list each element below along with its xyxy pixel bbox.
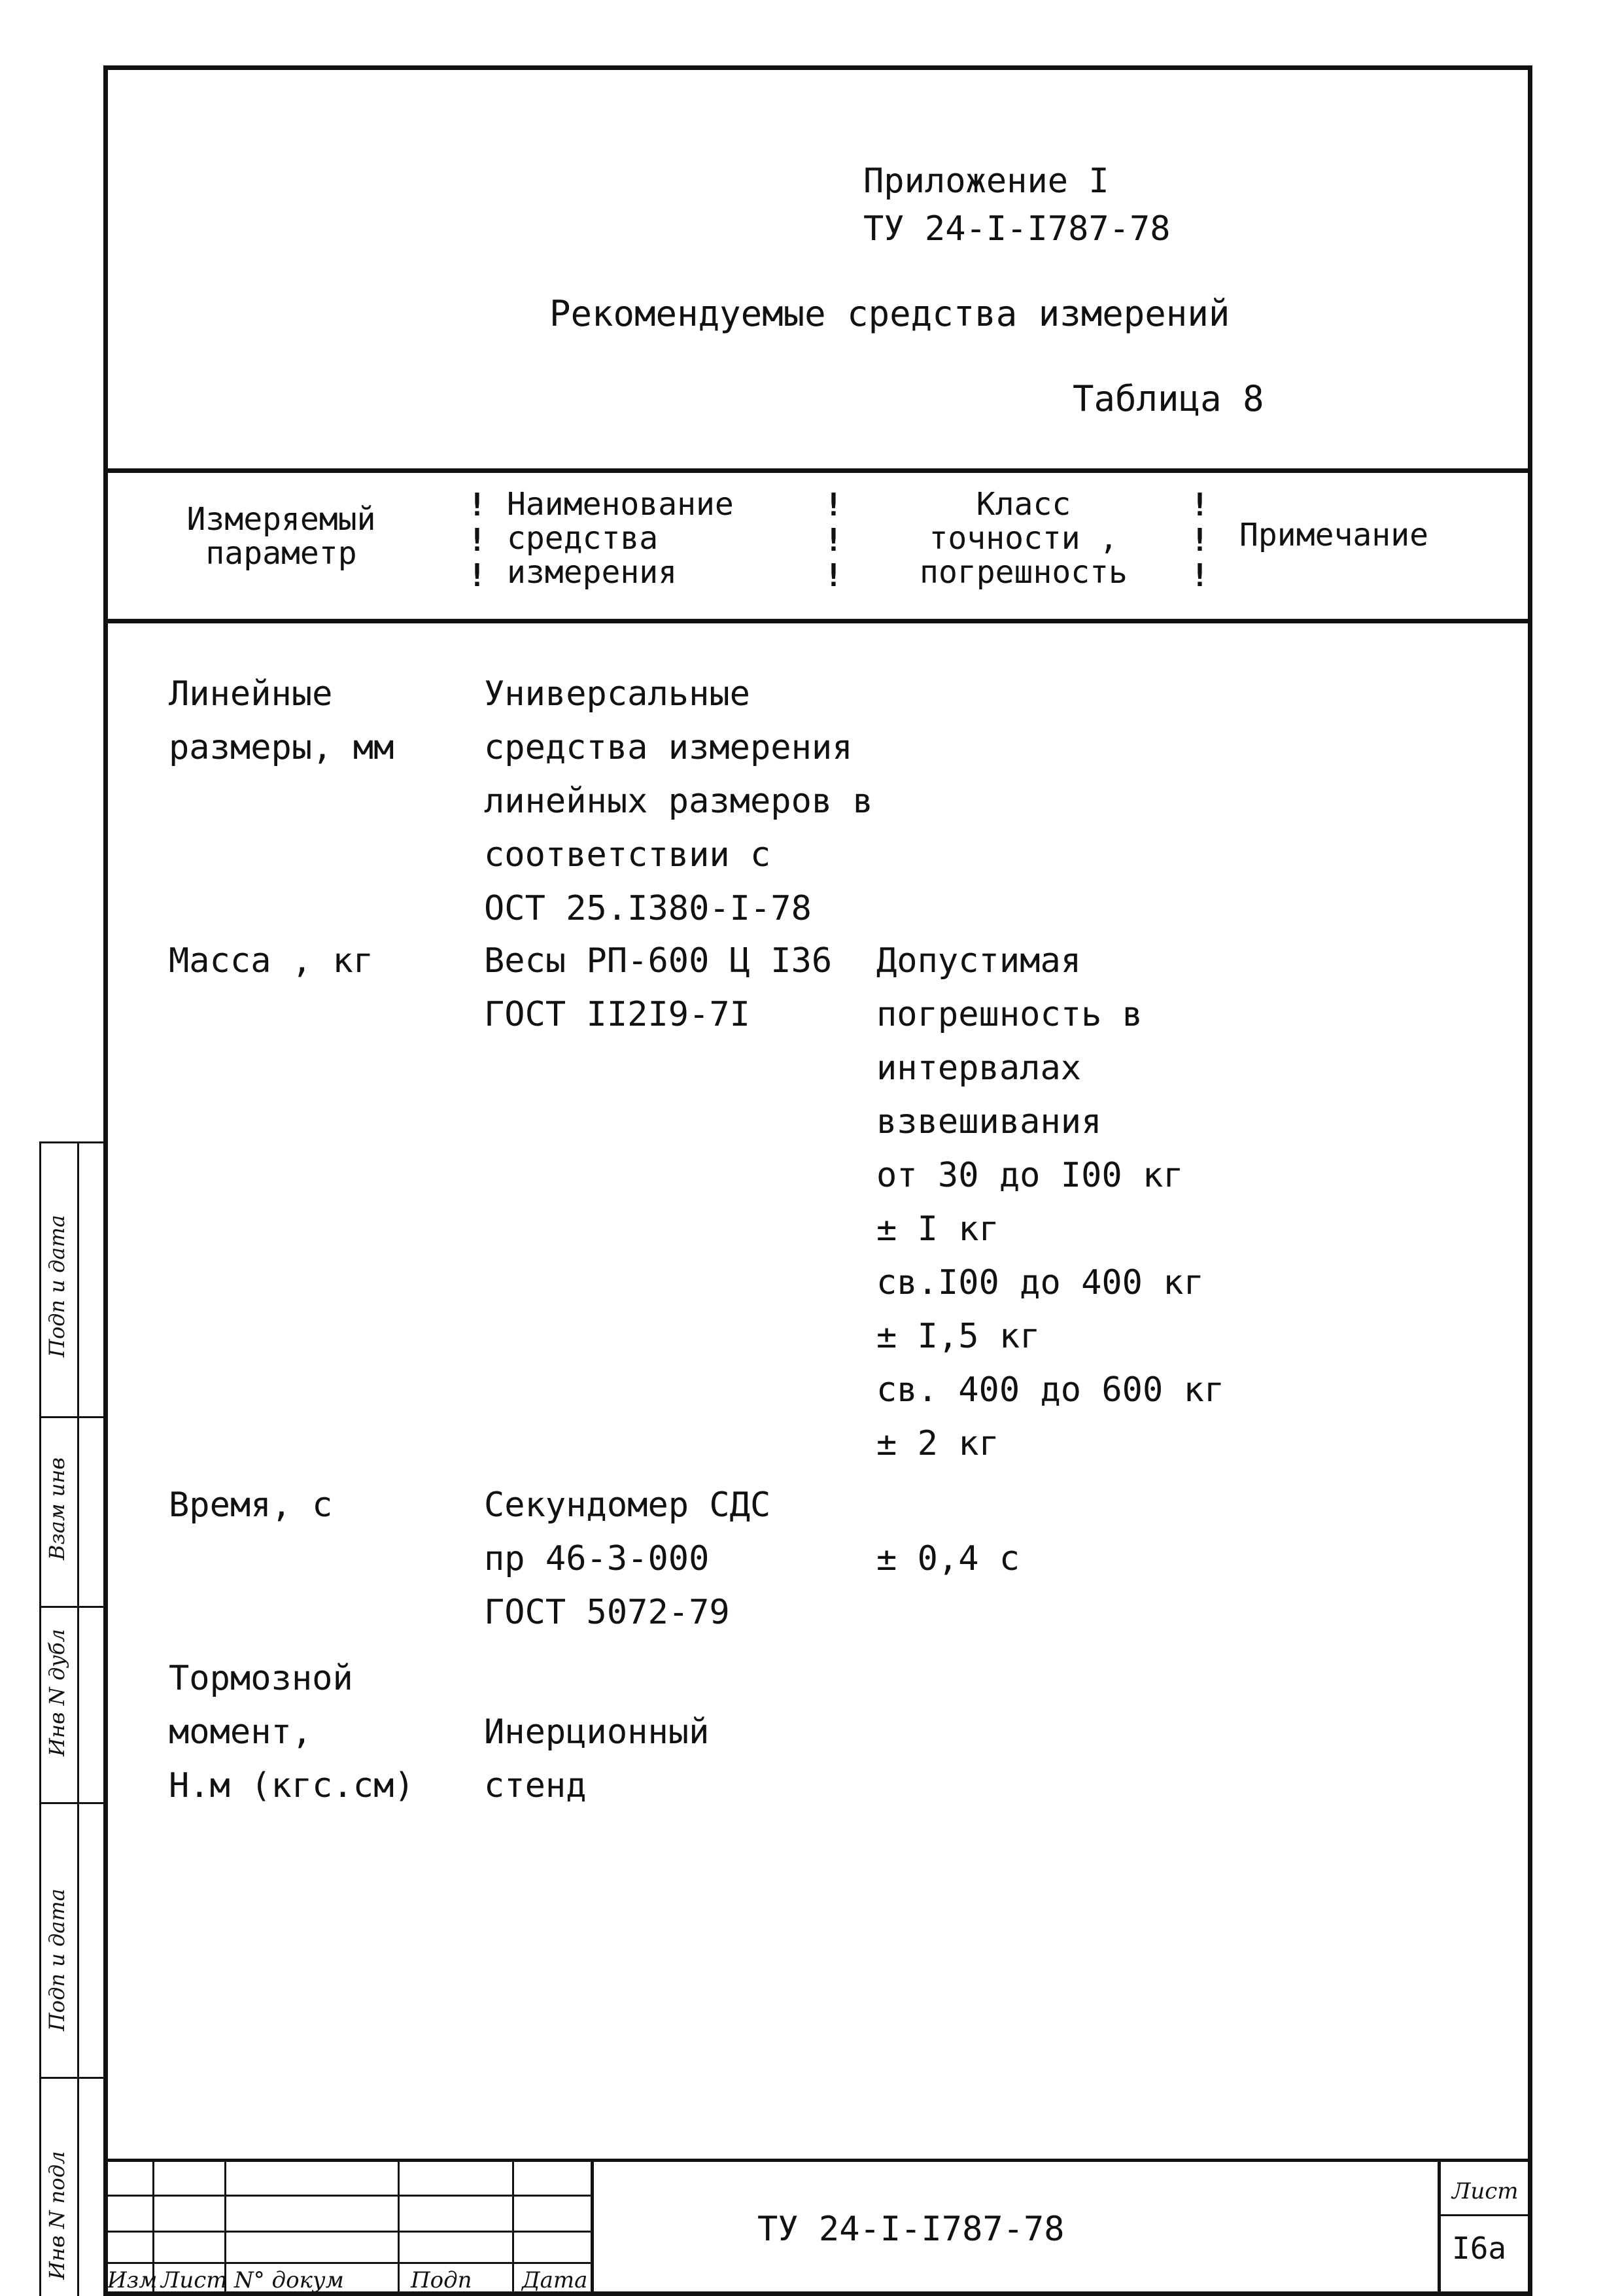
table-label: Таблица 8	[1073, 378, 1264, 419]
sheet-label: Лист	[1452, 2178, 1519, 2204]
stamp-field-label: Дата	[522, 2267, 588, 2293]
table-top-rule	[103, 468, 1532, 473]
row-3-accuracy: ± 0,4 с	[876, 1539, 1020, 1578]
side-stamp-label: Инв N дубл	[44, 1629, 69, 1756]
page-title: Рекомендуемые средства измерений	[549, 293, 1230, 334]
side-stamp	[39, 1141, 105, 2296]
page-frame	[103, 65, 1532, 2296]
row-2-accuracy: Допустимая погрешность в интервалах взвешивания от 30 до I00 кг ± I кг св.I00 до 400 кг ± I,5 кг св. 400 до 600 кг ± 2 кг	[876, 941, 1225, 1463]
row-1-instrument: Универсальные средства измерения линейных размеров в соответствии с ОСТ 25.I380-I-78	[484, 674, 873, 928]
row-4-instrument: Инерционный стенд	[484, 1713, 710, 1805]
header-doc-code: ТУ 24-I-I787-78	[863, 209, 1171, 249]
column-separator: ! ! !	[468, 487, 487, 594]
stamp-field-label: Лист	[161, 2267, 228, 2293]
side-stamp-label: Взам инв	[44, 1457, 69, 1560]
row-2-parameter: Масса , кг	[169, 941, 374, 981]
row-2-instrument: Весы РП-600 Ц I36 ГОСТ II2I9-7I	[484, 941, 833, 1034]
row-4-parameter: Тормозной момент, Н.м (кгс.см)	[169, 1659, 415, 1805]
stamp-field-label: Изм	[107, 2267, 158, 2293]
title-block-doc-code: ТУ 24-I-I787-78	[757, 2210, 1065, 2249]
row-3-instrument: Секундомер СДС пр 46-3-000 ГОСТ 5072-79	[484, 1486, 771, 1632]
column-header-accuracy: Класс точности , погрешность	[920, 486, 1128, 591]
column-separator: ! ! !	[824, 487, 843, 594]
column-header-note: Примечание	[1239, 517, 1428, 553]
row-1-parameter: Линейные размеры, мм	[169, 674, 394, 767]
column-separator: ! ! !	[1190, 487, 1209, 594]
stamp-field-label: Подп	[411, 2267, 472, 2293]
title-block	[103, 2159, 1532, 2296]
appendix-label: Приложение I	[863, 162, 1109, 201]
column-header-instrument: Наименование средства измерения	[507, 486, 734, 591]
column-header-parameter: Измеряемый параметр	[186, 501, 376, 572]
row-3-parameter: Время, с	[169, 1486, 333, 1525]
table-header-rule	[103, 619, 1532, 623]
sheet-number: I6а	[1452, 2231, 1507, 2266]
side-stamp-label: Инв N подл	[44, 2151, 69, 2280]
stamp-field-label: N° докум	[234, 2267, 344, 2293]
side-stamp-label: Подп и дата	[44, 1888, 69, 2031]
side-stamp-label: Подп и дата	[44, 1215, 69, 1357]
